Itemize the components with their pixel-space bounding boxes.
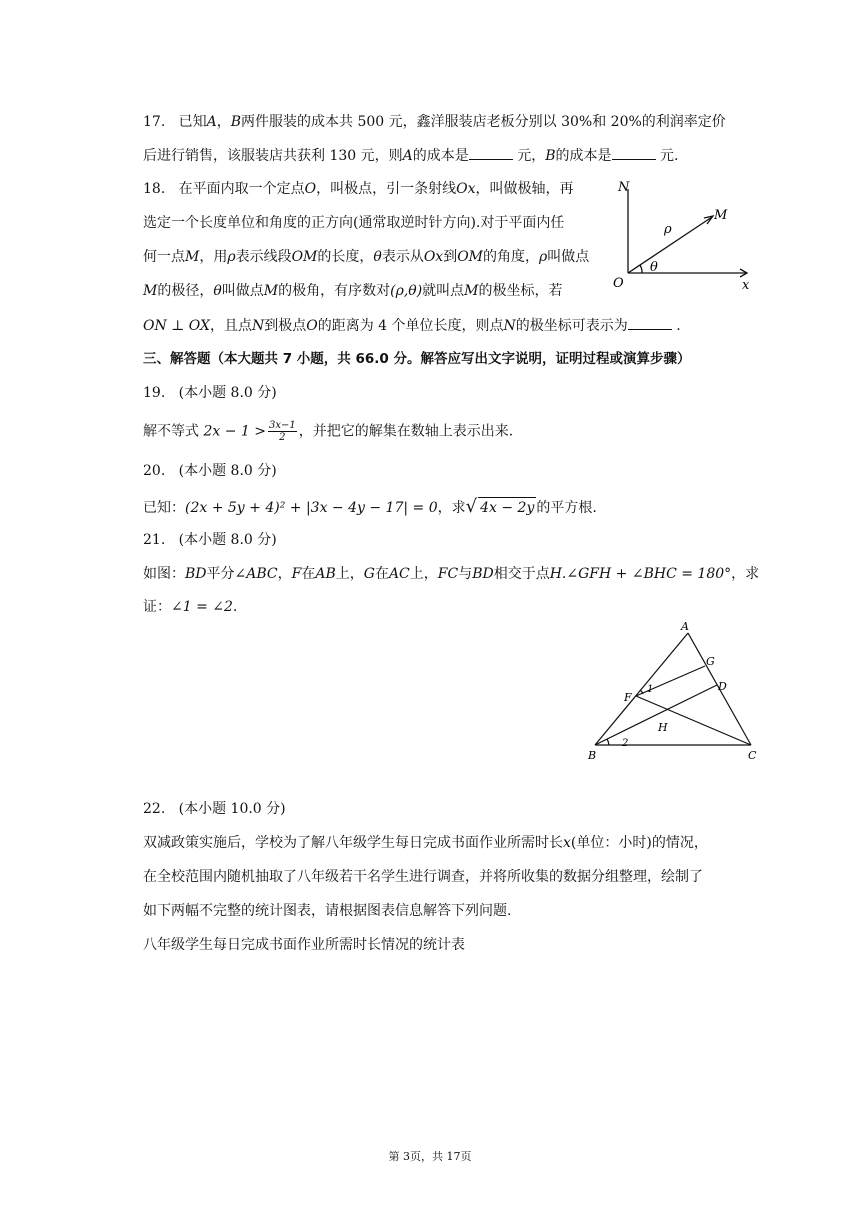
triangle-figure [585,618,765,766]
q20-t1: 已知： [143,500,185,516]
q21-BD: BD [185,566,207,582]
q17-var-A: A [206,114,217,130]
q18-N2: N [503,318,516,334]
sqrt-sign-icon: √ [465,496,478,517]
q20-expr: (2x + 5y + 4)² + |3x − 4y − 17| = 0 [185,500,438,516]
q17-text6: 的成本是 [555,148,612,164]
q21-F: F [291,566,302,582]
q18-OM2: OM [457,249,484,265]
q18-perp: ON ⊥ OX [143,318,210,334]
q21-t6: 在 [374,566,389,582]
fig-label-F: F [624,691,632,704]
q19-fraction [268,420,297,443]
q22-table-caption: 八年级学生每日完成书面作业所需时长情况的统计表 [143,937,465,953]
q21-G: G [363,566,375,582]
q21-FC: FC [437,566,459,582]
q17-line1 [143,112,726,132]
fig-label-A: A [681,620,689,633]
fig-label-G: G [706,655,715,668]
q18-line3 [143,247,589,267]
q21-t2: 平分 [206,566,235,582]
q18-t5: 何一点 [143,249,185,265]
q18-theta2: θ [213,283,222,299]
q21-t10: ，求 [731,566,760,582]
q18-t1: 在平面内取一个定点 [178,181,305,197]
q18-N: N [252,318,265,334]
q18-t12: 叫做点 [547,249,590,265]
q22-line2: 在全校范围内随机抽取了八年级若干名学生进行调查，并将所收集的数据分组整理，绘制了 [143,869,703,885]
q17-text: 已知 [178,114,207,130]
q19-t1: 解不等式 [143,423,204,440]
q21-header [143,530,277,550]
q22-number: 22. [143,801,166,817]
q18-M4: M [464,283,479,299]
q20-radicand: 4x − 2y [478,497,536,518]
q19-points: (本小题 8.0 分) [178,385,277,401]
q22-points: (本小题 10.0 分) [178,801,286,817]
q17-sep: ， [216,114,231,130]
q17-var-A2: A [402,148,413,164]
q18-t8: 的长度， [317,249,374,265]
q17-number: 17. [143,114,166,130]
q18-M2: M [143,283,158,299]
q18-M: M [185,249,200,265]
side-ab [595,633,688,745]
q21-t8: 与 [458,566,473,582]
fig-label-rho: ρ [664,222,672,237]
q17-text4: 的成本是 [412,148,469,164]
q18-O: O [304,181,317,197]
q18-t11: 的角度， [483,249,540,265]
q21-number: 21. [143,532,166,548]
q18-t17: 的极坐标，若 [478,283,563,299]
fig-label-1: 1 [647,684,654,695]
q21-t5: 上， [335,566,364,582]
q22-line1 [143,833,708,853]
fig-label-D: D [718,680,727,693]
q18-line5 [143,315,681,336]
q22-t1: 双减政策实施后，学校为了解八年级学生每日完成书面作业所需时长 [143,835,563,851]
q21-conclusion: ∠1 = ∠2 [171,599,233,615]
q17-blank-a[interactable] [469,145,513,160]
q19-body [143,420,513,443]
q18-t19: 到极点 [264,318,307,334]
q21-t3: ， [277,566,292,582]
q18-t9: 表示从 [381,249,424,265]
q18-t2: ，叫极点，引一条射线 [316,181,457,197]
q18-M3: M [263,283,279,299]
q18-t16: 就叫点 [422,283,465,299]
q19-lhs: 2x − 1 > [203,423,266,440]
q22-line3: 如下两幅不完整的统计图表，请根据图表信息解答下列问题. [143,903,512,919]
fig-label-H: H [658,721,668,734]
q22-x: x [563,835,571,851]
q18-line2 [143,213,564,233]
q18-O2: O [306,318,318,334]
q22-header [143,799,286,819]
q21-t11: 证： [143,599,171,615]
q17-var-B: B [230,114,242,130]
q18-t6: ，用 [199,249,228,265]
q18-t13: 的极径， [157,283,214,299]
q21-t4: 在 [301,566,316,582]
q20-points: (本小题 8.0 分) [178,463,277,479]
segment-fc [636,696,751,745]
q18-theta: θ [373,249,382,265]
q18-t7: 表示线段 [235,249,292,265]
q17-text7: 元. [655,148,679,164]
q17-line2 [143,145,678,166]
q20-t3: 的平方根. [536,500,597,516]
q17-blank-b[interactable] [612,145,656,160]
fig-label-theta: θ [650,260,658,275]
q18-t14: 叫做点 [221,283,264,299]
q18-Ox: Ox [456,181,476,197]
q21-t1: 如图： [143,566,185,582]
fig-label-N: N [618,180,630,195]
fig-label-O: O [613,276,624,291]
q21-t12: . [232,599,238,615]
fig-label-M: M [714,208,728,223]
q19-frac-num: 3x−1 [268,420,296,431]
q19-number: 19. [143,385,166,401]
q18-t15: 的极角，有序数对 [278,283,391,299]
page-footer: 第 3页，共 17页 [388,1150,472,1163]
q21-ABC: ∠ABC [234,566,278,582]
q18-number: 18. [143,181,166,197]
q19-header [143,383,277,403]
fig-label-x: x [742,278,750,293]
q21-AC: AC [388,566,410,582]
q18-rho: ρ [227,249,236,265]
q18-Ox2: Ox [423,249,444,265]
q18-pair: (ρ,θ) [390,283,423,299]
q20-body [143,497,597,518]
q21-line1 [143,564,759,584]
q20-t2: ，求 [437,500,466,516]
q19-frac-den: 2 [279,432,286,443]
q18-t20: 的距离为 4 个单位长度，则点 [317,318,504,334]
q21-AB: AB [315,566,336,582]
q18-rho2: ρ [539,249,548,265]
q18-OM: OM [291,249,318,265]
q20-header [143,461,277,481]
section-3-heading: 三、解答题（本大题共 7 小题，共 66.0 分。解答应写出文字说明，证明过程或演算步骤） [143,351,691,367]
fig-label-C: C [748,749,757,762]
q21-t9: 相交于点 [493,566,550,582]
q19-t2: ，并把它的解集在数轴上表示出来. [298,423,514,440]
q17-text3: 后进行销售，该服装店共获利 130 元，则 [143,148,403,164]
q21-BD2: BD [472,566,494,582]
theta-arc [640,265,642,273]
segment-bd [595,685,717,745]
q18-blank[interactable] [628,315,672,330]
q18-t21: 的极坐标可表示为 [515,318,628,334]
q17-var-B2: B [545,148,556,164]
q18-t10: 到 [443,249,458,265]
q17-text5: 元， [512,148,546,164]
q20-number: 20. [143,463,166,479]
q18-t3: ，叫做极轴，再 [475,181,574,197]
fig-label-B: B [588,749,597,762]
q18-line1 [143,179,573,199]
q21-expr: H.∠GFH + ∠BHC = 180° [549,566,732,582]
q21-line2 [143,597,237,617]
q18-t18: ，且点 [210,318,252,334]
q21-points: (本小题 8.0 分) [178,532,277,548]
fig-label-2: 2 [622,738,629,749]
q21-t7: 上， [409,566,438,582]
q18-t4: 选定一个长度单位和角度的正方向(通常取逆时针方向).对于平面内任 [143,215,565,231]
q18-line4 [143,281,563,301]
q17-text2: 两件服装的成本共 500 元，鑫洋服装店老板分别以 30%和 20%的利润率定价 [241,114,726,130]
angle-2-arc [607,739,609,745]
polar-coordinate-figure [608,175,758,293]
q22-t2: (单位：小时)的情况， [570,835,708,851]
q18-t22: . [671,318,681,334]
